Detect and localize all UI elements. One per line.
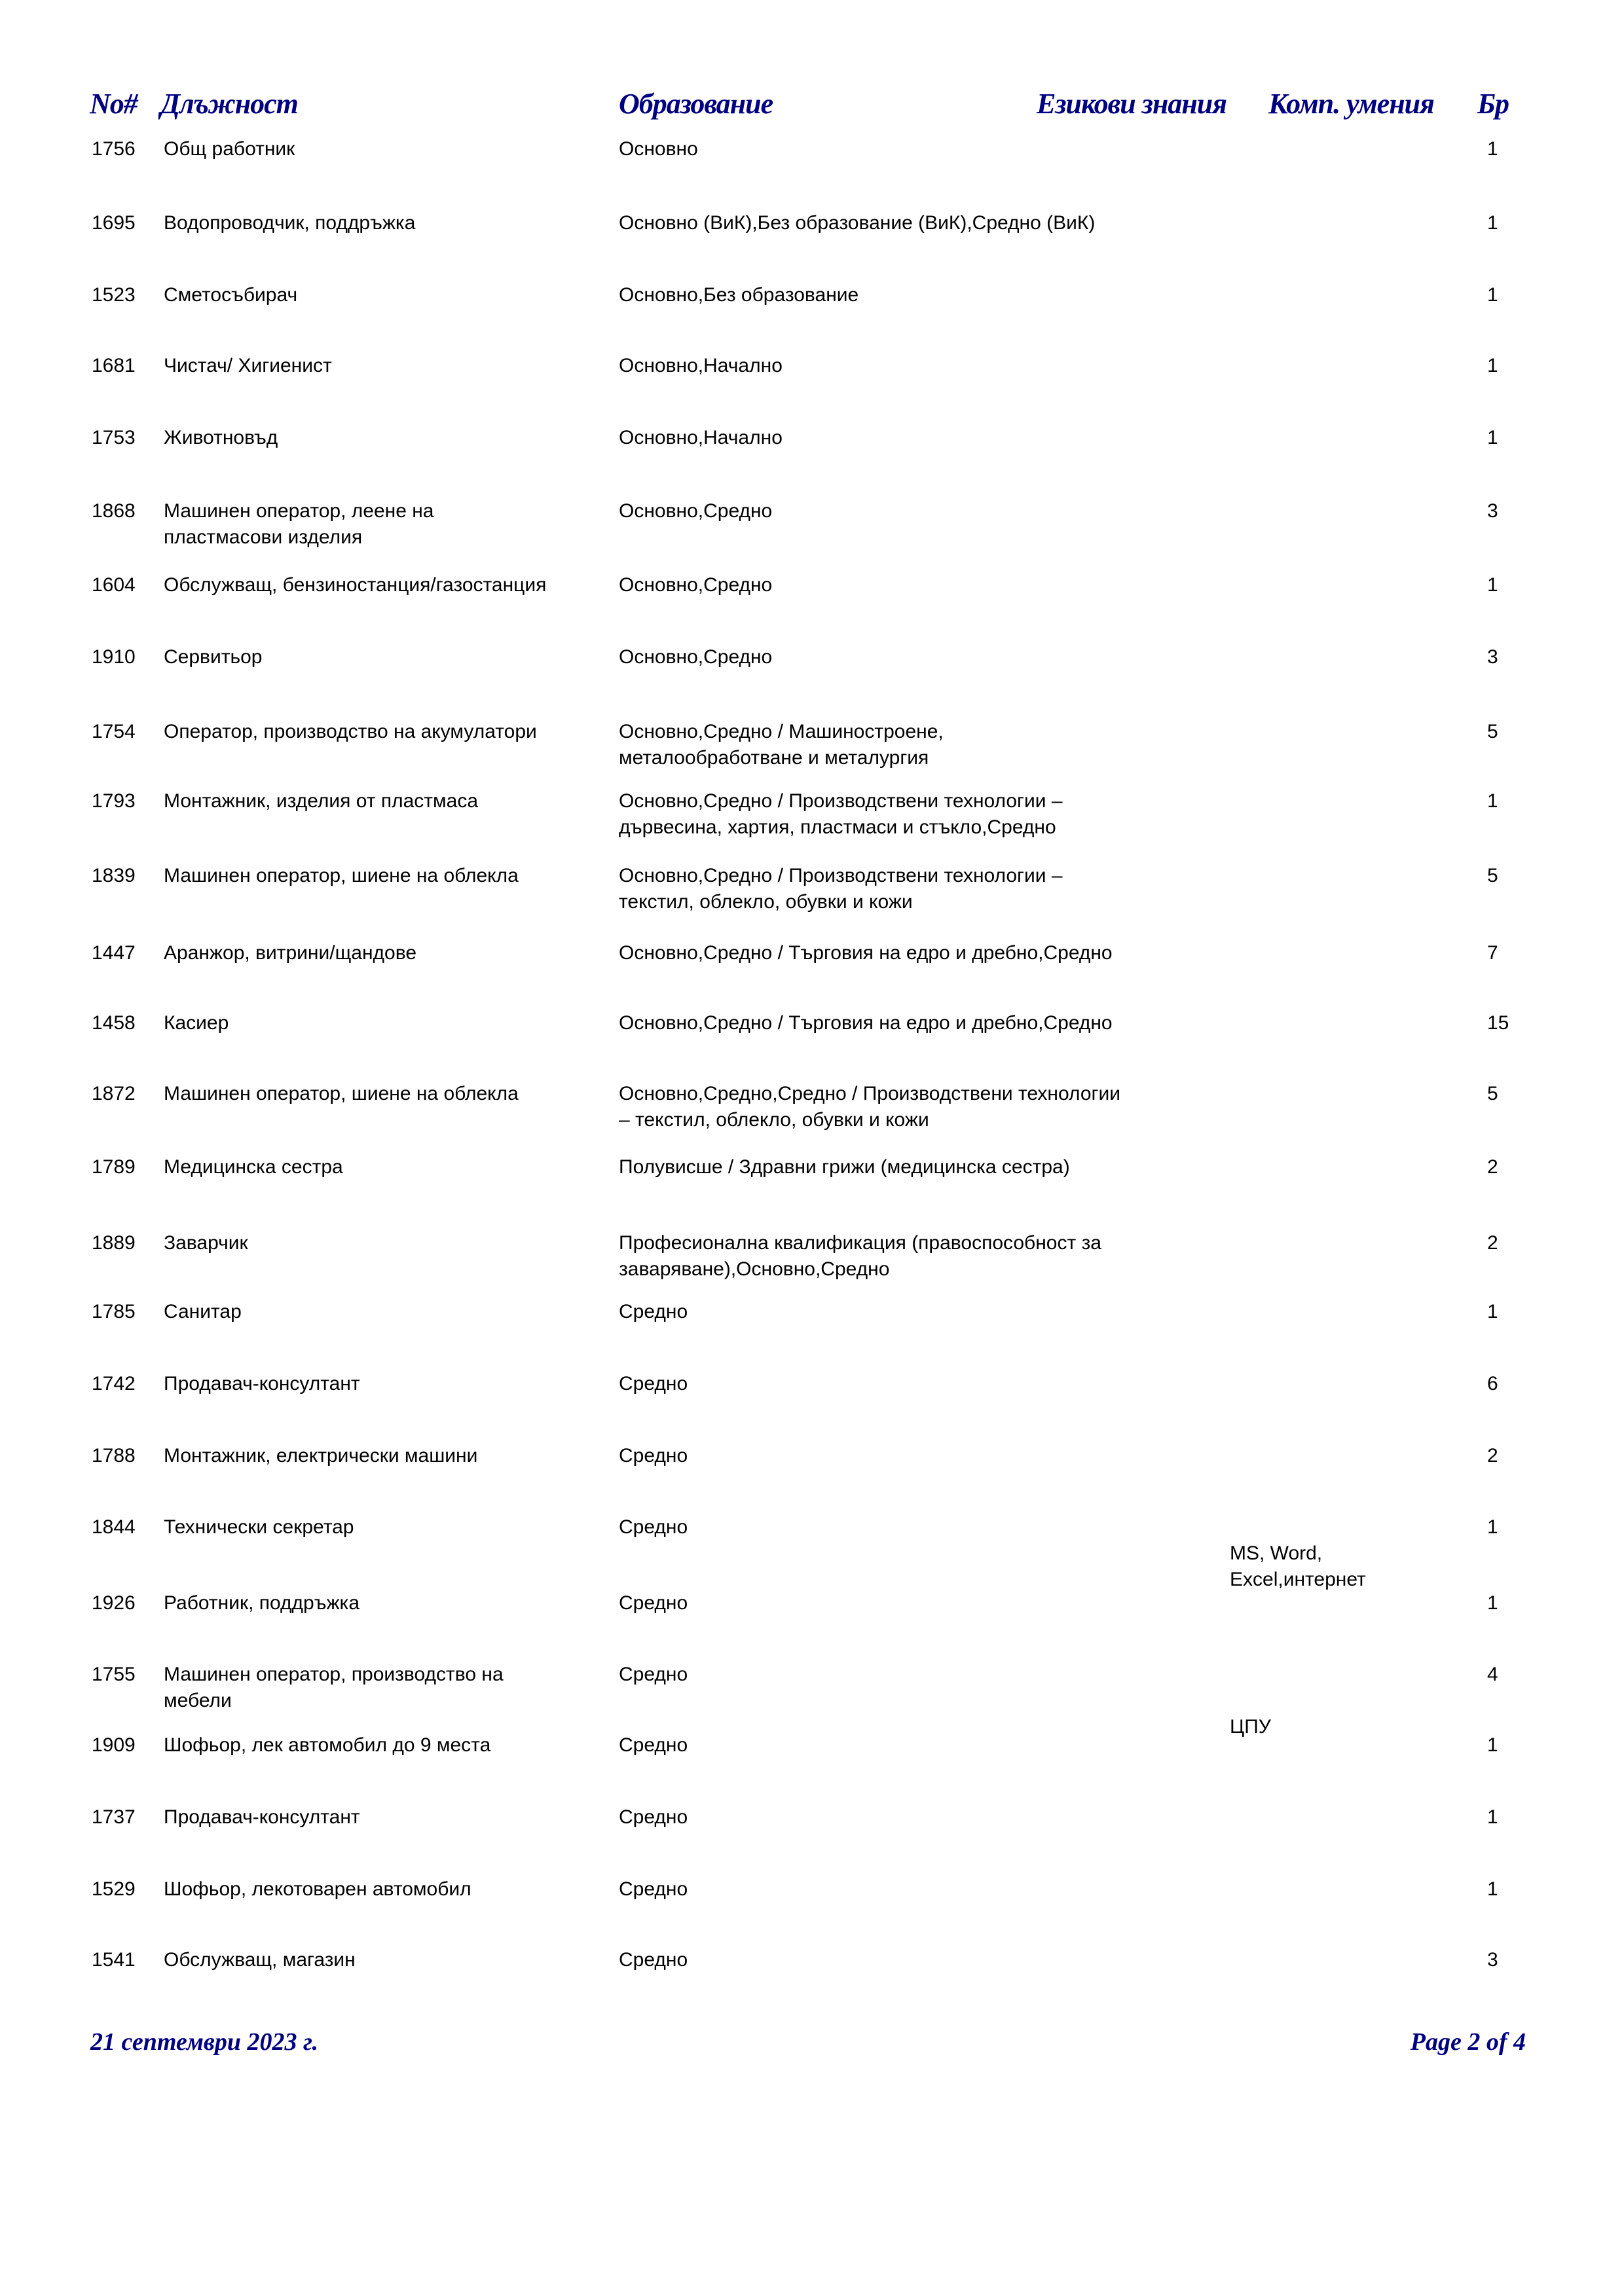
cell-education: Професионална квалификация (правоспособност за заваряване),Основно,Средно xyxy=(619,1232,1101,1280)
cell-position: Продавач-консултант xyxy=(164,1373,360,1394)
cell-count: 2 xyxy=(1487,1156,1498,1178)
cell-no: 1910 xyxy=(92,646,136,668)
cell-count: 1 xyxy=(1487,574,1498,596)
cell-no: 1793 xyxy=(92,790,136,812)
cell-position: Шофьор, лек автомобил до 9 места xyxy=(164,1734,491,1756)
cell-position: Обслужващ, магазин xyxy=(164,1949,356,1971)
cell-position: Заварчик xyxy=(164,1232,248,1254)
cell-no: 1788 xyxy=(92,1445,136,1467)
cell-count: 1 xyxy=(1487,212,1498,234)
cell-education: Основно,Средно / Търговия на едро и дребно,Средно xyxy=(619,942,1113,964)
cell-count: 2 xyxy=(1487,1232,1498,1254)
cell-education: Основно,Средно / Производствени технологии – текстил, облекло, обувки и кожи xyxy=(619,865,1063,913)
cell-count: 1 xyxy=(1487,1592,1498,1614)
cell-count: 7 xyxy=(1487,942,1498,964)
cell-count: 1 xyxy=(1487,790,1498,812)
cell-education: Средно xyxy=(619,1301,688,1322)
cell-no: 1681 xyxy=(92,355,136,376)
cell-no: 1541 xyxy=(92,1949,136,1971)
cell-count: 1 xyxy=(1487,1516,1498,1538)
cell-education: Основно (ВиК),Без образование (ВиК),Средно (ВиК) xyxy=(619,212,1096,234)
cell-no: 1789 xyxy=(92,1156,136,1178)
cell-position: Чистач/ Хигиенист xyxy=(164,355,332,376)
header-count: Бр xyxy=(1477,88,1509,120)
cell-education: Основно xyxy=(619,138,698,160)
cell-count: 1 xyxy=(1487,1806,1498,1828)
cell-education: Основно,Без образование xyxy=(619,284,859,306)
cell-position: Общ работник xyxy=(164,138,295,160)
cell-no: 1844 xyxy=(92,1516,136,1538)
cell-count: 1 xyxy=(1487,355,1498,376)
cell-position: Животновъд xyxy=(164,427,278,448)
cell-count: 6 xyxy=(1487,1373,1498,1394)
cell-position: Сервитьор xyxy=(164,646,263,668)
cell-no: 1523 xyxy=(92,284,136,306)
cell-no: 1756 xyxy=(92,138,136,160)
cell-no: 1755 xyxy=(92,1664,136,1685)
header-computer-skills: Комп. умения xyxy=(1268,88,1434,120)
cell-count: 5 xyxy=(1487,1083,1498,1104)
cell-no: 1839 xyxy=(92,865,136,886)
cell-no: 1872 xyxy=(92,1083,136,1104)
cell-education: Основно,Средно / Производствени технологии – дървесина, хартия, пластмаси и стъкло,Средно xyxy=(619,790,1063,838)
cell-no: 1447 xyxy=(92,942,136,964)
header-position: Длъжност xyxy=(160,88,298,120)
cell-computer-skills: MS, Word, Excel,интернет xyxy=(1230,1542,1366,1590)
footer-date: 21 септември 2023 г. xyxy=(90,2028,319,2056)
footer-page-number: Page 2 of 4 xyxy=(1410,2028,1526,2056)
cell-count: 2 xyxy=(1487,1445,1498,1467)
cell-count: 3 xyxy=(1487,646,1498,668)
cell-count: 1 xyxy=(1487,284,1498,306)
cell-position: Машинен оператор, шиене на облекла xyxy=(164,865,519,886)
cell-no: 1529 xyxy=(92,1878,136,1900)
cell-education: Полувисше / Здравни грижи (медицинска сестра) xyxy=(619,1156,1070,1178)
cell-education: Средно xyxy=(619,1734,688,1756)
cell-education: Основно,Начално xyxy=(619,427,783,448)
cell-count: 5 xyxy=(1487,721,1498,742)
cell-position: Сметосъбирач xyxy=(164,284,298,306)
cell-position: Машинен оператор, леене на пластмасови изделия xyxy=(164,500,434,548)
cell-no: 1458 xyxy=(92,1012,136,1034)
cell-no: 1604 xyxy=(92,574,136,596)
cell-count: 1 xyxy=(1487,138,1498,160)
cell-education: Основно,Начално xyxy=(619,355,783,376)
cell-position: Монтажник, изделия от пластмаса xyxy=(164,790,479,812)
cell-education: Основно,Средно xyxy=(619,574,773,596)
cell-position: Монтажник, електрически машини xyxy=(164,1445,478,1467)
cell-no: 1753 xyxy=(92,427,136,448)
cell-education: Основно,Средно xyxy=(619,500,773,522)
cell-no: 1909 xyxy=(92,1734,136,1756)
cell-education: Средно xyxy=(619,1516,688,1538)
cell-education: Средно xyxy=(619,1664,688,1685)
cell-no: 1695 xyxy=(92,212,136,234)
cell-education: Основно,Средно / Търговия на едро и дребно,Средно xyxy=(619,1012,1113,1034)
cell-count: 3 xyxy=(1487,1949,1498,1971)
cell-position: Машинен оператор, шиене на облекла xyxy=(164,1083,519,1104)
cell-position: Шофьор, лекотоварен автомобил xyxy=(164,1878,471,1900)
cell-position: Водопроводчик, поддръжка xyxy=(164,212,416,234)
cell-position: Аранжор, витрини/щандове xyxy=(164,942,417,964)
cell-count: 1 xyxy=(1487,1301,1498,1322)
cell-count: 3 xyxy=(1487,500,1498,522)
cell-count: 15 xyxy=(1487,1012,1509,1034)
cell-education: Основно,Средно,Средно / Производствени технологии – текстил, облекло, обувки и кожи xyxy=(619,1083,1120,1131)
cell-no: 1926 xyxy=(92,1592,136,1614)
cell-position: Работник, поддръжка xyxy=(164,1592,360,1614)
cell-position: Машинен оператор, производство на мебели xyxy=(164,1664,504,1711)
header-languages: Езикови знания xyxy=(1037,88,1227,120)
cell-no: 1785 xyxy=(92,1301,136,1322)
cell-no: 1868 xyxy=(92,500,136,522)
cell-education: Основно,Средно / Машиностроене, металообработване и металургия xyxy=(619,721,944,769)
cell-education: Средно xyxy=(619,1445,688,1467)
cell-count: 1 xyxy=(1487,1734,1498,1756)
cell-education: Средно xyxy=(619,1949,688,1971)
cell-no: 1742 xyxy=(92,1373,136,1394)
cell-position: Продавач-консултант xyxy=(164,1806,360,1828)
cell-no: 1754 xyxy=(92,721,136,742)
header-education: Образование xyxy=(619,88,773,120)
cell-count: 1 xyxy=(1487,1878,1498,1900)
cell-position: Медицинска сестра xyxy=(164,1156,343,1178)
cell-count: 1 xyxy=(1487,427,1498,448)
cell-position: Санитар xyxy=(164,1301,242,1322)
cell-education: Средно xyxy=(619,1806,688,1828)
cell-position: Технически секретар xyxy=(164,1516,354,1538)
cell-position: Обслужващ, бензиностанция/газостанция xyxy=(164,574,547,596)
cell-no: 1889 xyxy=(92,1232,136,1254)
cell-education: Основно,Средно xyxy=(619,646,773,668)
cell-count: 5 xyxy=(1487,865,1498,886)
cell-education: Средно xyxy=(619,1878,688,1900)
cell-computer-skills: ЦПУ xyxy=(1230,1716,1271,1738)
cell-position: Оператор, производство на акумулатори xyxy=(164,721,537,742)
cell-no: 1737 xyxy=(92,1806,136,1828)
header-no: No# xyxy=(90,88,138,120)
cell-count: 4 xyxy=(1487,1664,1498,1685)
cell-education: Средно xyxy=(619,1592,688,1614)
cell-position: Касиер xyxy=(164,1012,229,1034)
cell-education: Средно xyxy=(619,1373,688,1394)
